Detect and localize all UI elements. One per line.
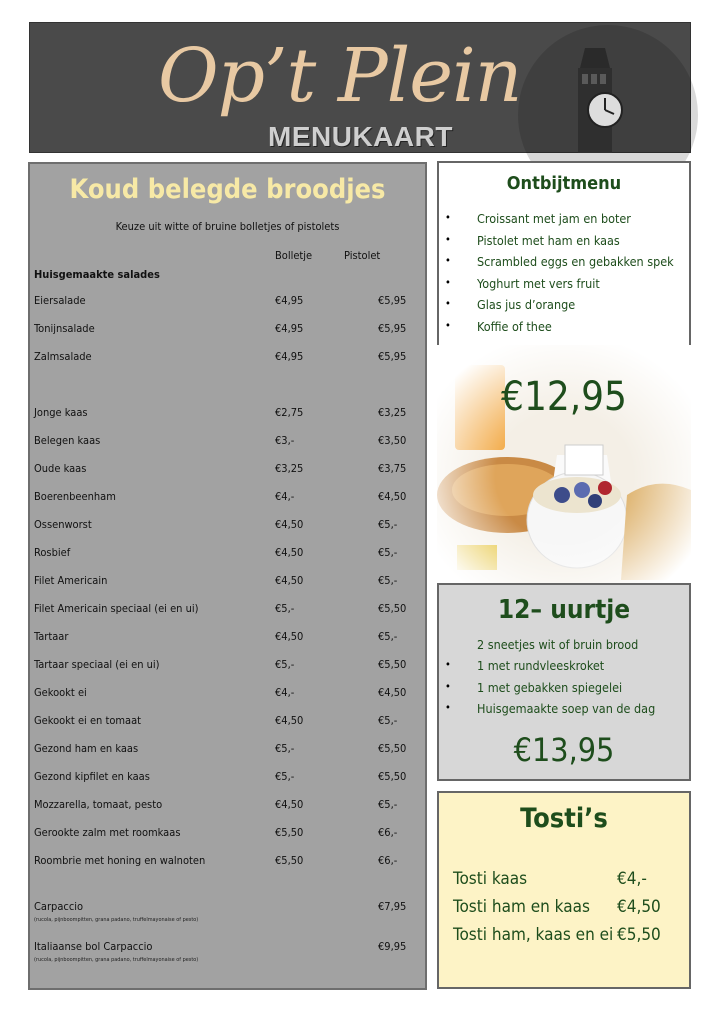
table-row (34, 714, 414, 730)
item-name: Gerookte zalm met roomkaas (34, 826, 181, 839)
price-bolletje: €4,50 (275, 714, 304, 727)
item-name: Gezond kipfilet en kaas (34, 770, 150, 783)
item-name: Filet Americain (34, 574, 108, 587)
table-row (34, 406, 414, 422)
price-pistolet: €5,95 (378, 350, 407, 363)
table-row (34, 546, 414, 562)
price-bolletje: €4,50 (275, 630, 304, 643)
tosti-name: Tosti ham en kaas (453, 897, 590, 917)
lunch-list (443, 658, 655, 723)
item-name: Tartaar (34, 630, 69, 643)
breakfast-list (443, 211, 674, 341)
table-row (34, 462, 414, 478)
tosti-row (453, 897, 683, 921)
clock-tower-icon (560, 48, 630, 153)
tosti-price: €4,50 (617, 897, 661, 917)
price-bolletje: €5,- (275, 658, 295, 671)
item-name: Filet Americain speciaal (ei en ui) (34, 602, 199, 615)
item-name: Gekookt ei en tomaat (34, 714, 142, 727)
price-bolletje: €3,- (275, 434, 295, 447)
table-row (34, 490, 414, 506)
price-bolletje: €4,95 (275, 350, 304, 363)
price-pistolet: €5,50 (378, 602, 407, 615)
price-bolletje: €5,50 (275, 826, 304, 839)
table-row (34, 686, 414, 702)
price-bolletje: €4,50 (275, 798, 304, 811)
tosti-price: €4,- (617, 869, 647, 889)
table-row (34, 602, 414, 618)
price-bolletje: €3,25 (275, 462, 304, 475)
price-pistolet: €5,- (378, 714, 398, 727)
table-row (34, 742, 414, 758)
tosti-price: €5,50 (617, 925, 661, 945)
price-pistolet: €3,50 (378, 434, 407, 447)
item-name: Belegen kaas (34, 434, 101, 447)
price-pistolet: €6,- (378, 854, 398, 867)
table-row (34, 854, 414, 870)
price-bolletje: €5,- (275, 742, 295, 755)
menu-header (29, 22, 691, 153)
panel-title: Koud belegde broodjes (69, 174, 386, 205)
item-name: Eiersalade (34, 294, 86, 307)
tosti-name: Tosti kaas (453, 869, 528, 889)
item-name: Rosbief (34, 546, 71, 559)
item-name: Carpaccio (34, 900, 84, 913)
price-bolletje: €2,75 (275, 406, 304, 419)
breakfast-title: Ontbijtmenu (506, 173, 622, 194)
price-pistolet: €4,50 (378, 686, 407, 699)
price-bolletje: €4,- (275, 686, 295, 699)
list-item: • 1 met gebakken spiegelei (443, 680, 655, 702)
price-pistolet: €5,- (378, 546, 398, 559)
price-bolletje: €4,- (275, 490, 295, 503)
price-pistolet: €5,50 (378, 742, 407, 755)
price-pistolet: €5,- (378, 574, 398, 587)
table-row (34, 770, 414, 786)
list-item: • Scrambled eggs en gebakken spek (443, 254, 674, 276)
item-note: (rucola, pijnboompitten, grana padano, truffelmayonaise of pesto) (34, 917, 199, 923)
tosti-title: Tosti’s (520, 803, 608, 834)
table-row (34, 658, 414, 674)
panel-intro: Keuze uit witte of bruine bolletjes of pistolets (115, 220, 340, 233)
table-row (34, 434, 414, 450)
table-row (34, 900, 414, 930)
item-note: (rucola, pijnboompitten, grana padano, truffelmayonaise of pesto) (34, 957, 199, 963)
table-row (34, 798, 414, 814)
price-pistolet: €5,- (378, 798, 398, 811)
price-pistolet: €4,50 (378, 490, 407, 503)
lunch-intro: 2 sneetjes wit of bruin brood (477, 637, 639, 652)
item-name: Zalmsalade (34, 350, 92, 363)
table-row (34, 518, 414, 534)
cold-sandwiches-panel (28, 162, 427, 990)
price-bolletje: €4,50 (275, 546, 304, 559)
price-pistolet: €5,50 (378, 770, 407, 783)
price-bolletje: €4,50 (275, 574, 304, 587)
table-row (34, 826, 414, 842)
table-row (34, 630, 414, 646)
tosti-name: Tosti ham, kaas en ei (453, 925, 614, 945)
menu-subtitle: MENUKAART (268, 121, 453, 152)
list-item: • Glas jus d’orange (443, 297, 674, 319)
list-item: • Croissant met jam en boter (443, 211, 674, 233)
price-pistolet: €5,- (378, 518, 398, 531)
price-pistolet: €7,95 (378, 900, 407, 913)
section-heading: Huisgemaakte salades (34, 268, 160, 281)
table-row (34, 322, 414, 338)
table-row (34, 294, 414, 310)
item-name: Roombrie met honing en walnoten (34, 854, 206, 867)
table-row (34, 574, 414, 590)
price-bolletje: €5,- (275, 770, 295, 783)
price-pistolet: €5,50 (378, 658, 407, 671)
item-name: Gekookt ei (34, 686, 87, 699)
price-pistolet: €5,95 (378, 322, 407, 335)
item-name: Gezond ham en kaas (34, 742, 139, 755)
lunch-title: 12– uurtje (497, 595, 631, 625)
price-pistolet: €6,- (378, 826, 398, 839)
item-name: Ossenworst (34, 518, 92, 531)
table-row (34, 940, 414, 970)
price-pistolet: €3,25 (378, 406, 407, 419)
list-item: • Pistolet met ham en kaas (443, 233, 674, 255)
list-item: • 1 met rundvleeskroket (443, 658, 655, 680)
column-bolletje: Bolletje (275, 249, 313, 262)
tosti-row (453, 869, 683, 893)
tosti-row (453, 925, 683, 949)
list-item: • Koffie of thee (443, 319, 674, 341)
lunch-price: €13,95 (513, 731, 615, 769)
price-bolletje: €5,50 (275, 854, 304, 867)
item-name: Mozzarella, tomaat, pesto (34, 798, 163, 811)
item-name: Jonge kaas (34, 406, 88, 419)
price-bolletje: €4,95 (275, 322, 304, 335)
table-row (34, 350, 414, 366)
price-pistolet: €9,95 (378, 940, 407, 953)
price-pistolet: €3,75 (378, 462, 407, 475)
tosti-box (437, 791, 691, 989)
price-bolletje: €5,- (275, 602, 295, 615)
list-item: • Huisgemaakte soep van de dag (443, 701, 655, 723)
item-name: Boerenbeenham (34, 490, 116, 503)
price-bolletje: €4,95 (275, 294, 304, 307)
item-name: Italiaanse bol Carpaccio (34, 940, 153, 953)
restaurant-logo: Op’t Plein (158, 33, 522, 119)
lunch-box (437, 583, 691, 781)
item-name: Oude kaas (34, 462, 87, 475)
item-name: Tartaar speciaal (ei en ui) (34, 658, 160, 671)
breakfast-price: €12,95 (501, 374, 627, 420)
list-item: • Yoghurt met vers fruit (443, 276, 674, 298)
price-pistolet: €5,- (378, 630, 398, 643)
column-pistolet: Pistolet (344, 249, 381, 262)
breakfast-price-wrap (437, 370, 691, 430)
item-name: Tonijnsalade (34, 322, 95, 335)
price-pistolet: €5,95 (378, 294, 407, 307)
price-bolletje: €4,50 (275, 518, 304, 531)
